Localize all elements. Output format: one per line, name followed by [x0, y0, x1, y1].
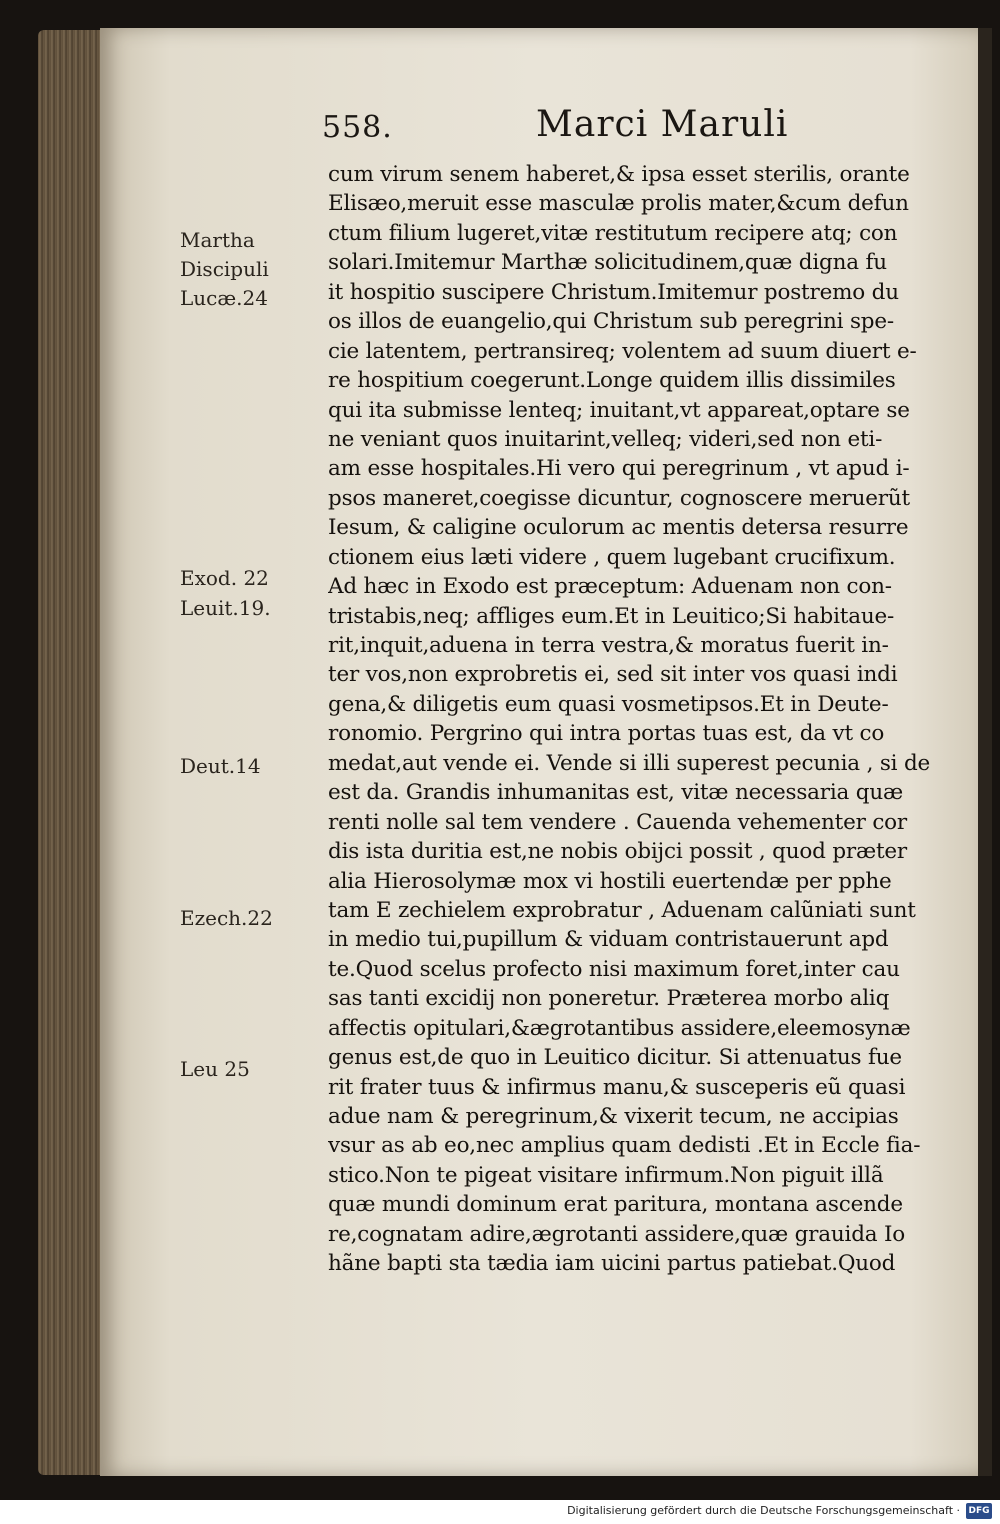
text-line: vsur as ab eo,nec amplius quam dedisti .Et in Eccle fia- [328, 1133, 921, 1159]
footer-bar [0, 1500, 1000, 1524]
text-line: in medio tui,pupillum & viduam contristauerunt apd [328, 927, 889, 953]
dfg-logo-icon: DFG [966, 1503, 992, 1519]
margin-note: Discipuli [180, 257, 269, 281]
margin-note: Leuit.19. [180, 596, 271, 620]
text-line: te.Quod scelus profecto nisi maximum foret,inter cau [328, 956, 900, 982]
text-line: quæ mundi dominum erat paritura, montana ascende [328, 1192, 903, 1218]
text-line: ctionem eius læti videre , quem lugebant crucifixum. [328, 544, 896, 570]
page-gutter-shadow [978, 28, 992, 1476]
text-line: solari.Imitemur Marthæ solicitudinem,quæ digna fu [328, 250, 887, 276]
text-line: Ad hæc in Exodo est præceptum: Aduenam non con- [328, 574, 892, 600]
text-line: dis ista duritia est,ne nobis obijci possit , quod præter [328, 839, 908, 865]
text-line: hãne bapti sta tædia iam uicini partus patiebat.Quod [328, 1251, 896, 1277]
text-line: alia Hierosolymæ mox vi hostili euertendæ per pphe [328, 868, 892, 894]
text-line: Elisæo,meruit esse masculæ prolis mater,&cum defun [328, 191, 909, 217]
text-line: psos maneret,coegisse dicuntur, cognoscere meruerũt [328, 485, 910, 511]
text-line: affectis opitulari,&ægrotantibus assidere,eleemosynæ [328, 1015, 911, 1041]
text-line: ter vos,non exprobretis ei, sed sit inter vos quasi indi [328, 662, 898, 688]
margin-note: Deut.14 [180, 754, 261, 778]
text-line: re hospitium coegerunt.Longe quidem illis dissimiles [328, 368, 896, 394]
text-line: medat,aut vende ei. Vende si illi superest pecunia , si de [328, 750, 931, 776]
text-line: am esse hospitales.Hi vero qui peregrinum , vt apud i- [328, 456, 910, 482]
margin-note: Exod. 22 [180, 566, 269, 590]
page-header [322, 104, 792, 150]
text-line: Iesum, & caligine oculorum ac mentis detersa resurre [328, 515, 909, 541]
body-text [328, 160, 968, 1279]
text-line: rit frater tuus & infirmus manu,& susceperis eũ quasi [328, 1074, 906, 1100]
text-line: gena,& diligetis eum quasi vosmetipsos.Et in Deute- [328, 691, 889, 717]
text-line: est da. Grandis inhumanitas est, vitæ necessaria quæ [328, 780, 903, 806]
text-line: genus est,de quo in Leuitico dicitur. Si attenuatus fue [328, 1045, 902, 1071]
text-line: cum virum senem haberet,& ipsa esset sterilis, orante [328, 162, 910, 187]
text-line: cie latentem, pertransireq; volentem ad suum diuert e- [328, 338, 917, 364]
text-line: ronomio. Pergrino qui intra portas tuas est, da vt co [328, 721, 885, 747]
text-line: renti nolle sal tem vendere . Cauenda vehementer cor [328, 809, 907, 835]
text-line: tam E zechielem exprobratur , Aduenam calũniati sunt [328, 897, 916, 923]
text-line: sas tanti excidij non poneretur. Præterea morbo aliq [328, 986, 890, 1012]
text-line: stico.Non te pigeat visitare infirmum.Non piguit illã [328, 1162, 884, 1188]
running-head: Marci Maruli [536, 104, 789, 145]
text-line: re,cognatam adire,ægrotanti assidere,quæ grauida Io [328, 1221, 906, 1247]
margin-note: Lucæ.24 [180, 286, 268, 310]
text-line: adue nam & peregrinum,& vixerit tecum, ne accipias [328, 1104, 899, 1129]
text-line: rit,inquit,aduena in terra vestra,& moratus fuerit in- [328, 633, 889, 658]
text-line: os illos de euangelio,qui Christum sub peregrini spe- [328, 309, 894, 335]
text-line: it hospitio suscipere Christum.Imitemur postremo du [328, 279, 899, 305]
margin-note: Ezech.22 [180, 906, 273, 930]
text-line: tristabis,neq; affliges eum.Et in Leuitico;Si habitaue- [328, 603, 895, 629]
text-line: ne veniant quos inuitarint,velleq; videri,sed non eti- [328, 426, 883, 452]
book-fore-edge [38, 30, 108, 1475]
margin-note: Leu 25 [180, 1057, 250, 1081]
margin-note: Martha [180, 228, 255, 252]
text-line: ctum filium lugeret,vitæ restitutum recipere atq; con [328, 220, 898, 246]
funding-credit: Digitalisierung gefördert durch die Deutsche Forschungsgemeinschaft · [567, 1504, 960, 1517]
page-number: 558. [322, 110, 393, 145]
text-line: qui ita submisse lenteq; inuitant,vt appareat,optare se [328, 397, 910, 423]
